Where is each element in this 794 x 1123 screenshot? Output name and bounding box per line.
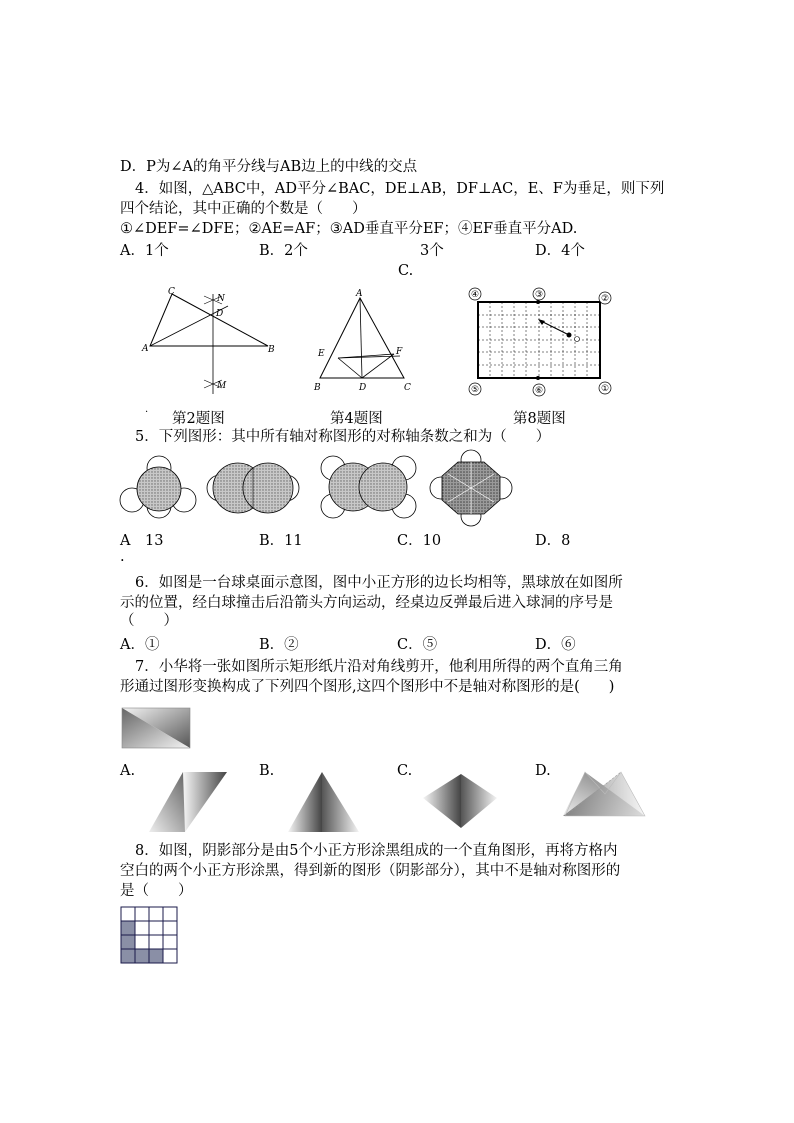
q6-option-c: C．⑤ — [397, 637, 438, 653]
q6-option-d: D．⑥ — [535, 637, 576, 653]
q7-option-a: A. — [120, 763, 136, 779]
q4-stem-line1: 4．如图，△ABC中，AD平分∠BAC，DE⊥AB，DF⊥AC，E、F为垂足，则下列 — [135, 181, 665, 197]
fig4-label-b: B — [314, 383, 321, 393]
q4-option-d: D．4个 — [535, 243, 585, 259]
fig8-pocket-5: ⑤ — [470, 385, 480, 395]
fig4-label-e: E — [318, 349, 325, 359]
q4-option-a: A．1个 — [120, 243, 169, 259]
fig4-isosceles-triangle-figure — [310, 286, 420, 396]
q7-option-b: B. — [259, 763, 275, 779]
q6-option-a: A．① — [120, 637, 160, 653]
fig8-caption: 第8题图 — [513, 411, 566, 427]
q4-option-c-label: C. — [398, 263, 414, 279]
q5-shape-a — [120, 456, 196, 518]
fig2-label-c: C — [168, 287, 175, 297]
q5-stem: 5．下列图形：其中所有轴对称图形的对称轴条数之和为（ ） — [135, 429, 551, 445]
fig4-label-d: D — [359, 383, 367, 393]
q6-stem-line3: （ ） — [120, 613, 178, 629]
q4-statements: ①∠DEF=∠DFE；②AE=AF；③AD垂直平分EF；④EF垂直平分AD. — [120, 221, 578, 237]
fig2-label-m: M — [217, 381, 227, 391]
q4-stem-line2: 四个结论，其中正确的个数是（ ） — [120, 201, 367, 217]
fig8-pocket-6: ⑥ — [534, 386, 544, 396]
fig2-label-b: B — [268, 345, 275, 355]
fig8-pocket-2: ② — [600, 294, 610, 304]
fig2-caption: 第2题图 — [172, 411, 225, 427]
q8-grid-figure — [120, 906, 180, 966]
q4-option-b: B．2个 — [259, 243, 308, 259]
q6-stem-line2: 示的位置，经白球撞击后沿箭头方向运动，经桌边反弹最后进入球洞的序号是 — [120, 595, 613, 611]
q4-option-c-text: 3个 — [420, 243, 444, 259]
q7-shape-c — [423, 774, 497, 828]
q5-option-b: B．11 — [259, 533, 303, 549]
q7-rectangle-figure — [120, 706, 192, 750]
caption-dot: . — [145, 404, 149, 415]
q6-stem-line1: 6．如图是一台球桌面示意图，图中小正方形的边长均相等，黑球放在如图所 — [135, 575, 623, 591]
q7-options-figures — [145, 766, 665, 836]
q7-shape-d — [563, 772, 645, 816]
q7-option-c: C. — [397, 763, 413, 779]
q8-stem-line2: 空白的两个小正方形涂黑，得到新的图形（阴影部分），其中不是轴对称图形的 — [120, 863, 621, 879]
fig4-label-f: F — [396, 347, 403, 357]
q5-shape-d — [430, 450, 512, 526]
q7-shape-b — [288, 772, 359, 832]
fig8-pocket-1: ① — [600, 384, 610, 394]
fig8-pocket-4: ④ — [470, 290, 480, 300]
fig4-label-a: A — [356, 289, 363, 299]
q5-option-d: D．8 — [535, 533, 571, 549]
q5-option-a: A 13 — [120, 533, 164, 549]
q8-stem-line3: 是（ ） — [120, 883, 193, 899]
q5-shape-c — [321, 456, 416, 518]
q7-stem-line1: 7．小华将一张如图所示矩形纸片沿对角线剪开，他利用所得的两个直角三角 — [135, 659, 623, 675]
q3-option-d: D．P为∠A的角平分线与AB边上的中线的交点 — [120, 159, 418, 175]
fig8-pool-table-figure — [466, 288, 616, 398]
fig4-caption: 第4题图 — [330, 411, 383, 427]
fig8-pocket-3: ③ — [534, 290, 544, 300]
fig2-label-d: D — [216, 309, 224, 319]
q7-shape-a — [149, 772, 227, 832]
fig4-label-c: C — [404, 383, 411, 393]
q7-option-d: D. — [535, 763, 551, 779]
q5-option-c: C．10 — [397, 533, 442, 549]
q5-shape-b — [207, 463, 299, 513]
q7-stem-line2: 形通过图形变换构成了下列四个图形,这四个图形中不是轴对称图形的是( ) — [120, 679, 615, 695]
q6-option-b: B．② — [259, 637, 299, 653]
q5-trailing-dot: . — [120, 549, 125, 565]
q5-shapes-row — [118, 456, 518, 526]
fig2-label-n: N — [217, 294, 225, 304]
q8-stem-line1: 8．如图，阴影部分是由5个小正方形涂黑组成的一个直角图形，再将方格内 — [135, 843, 618, 859]
fig2-label-a: A — [142, 344, 149, 354]
fig2-triangle-bisector-figure — [140, 286, 280, 396]
